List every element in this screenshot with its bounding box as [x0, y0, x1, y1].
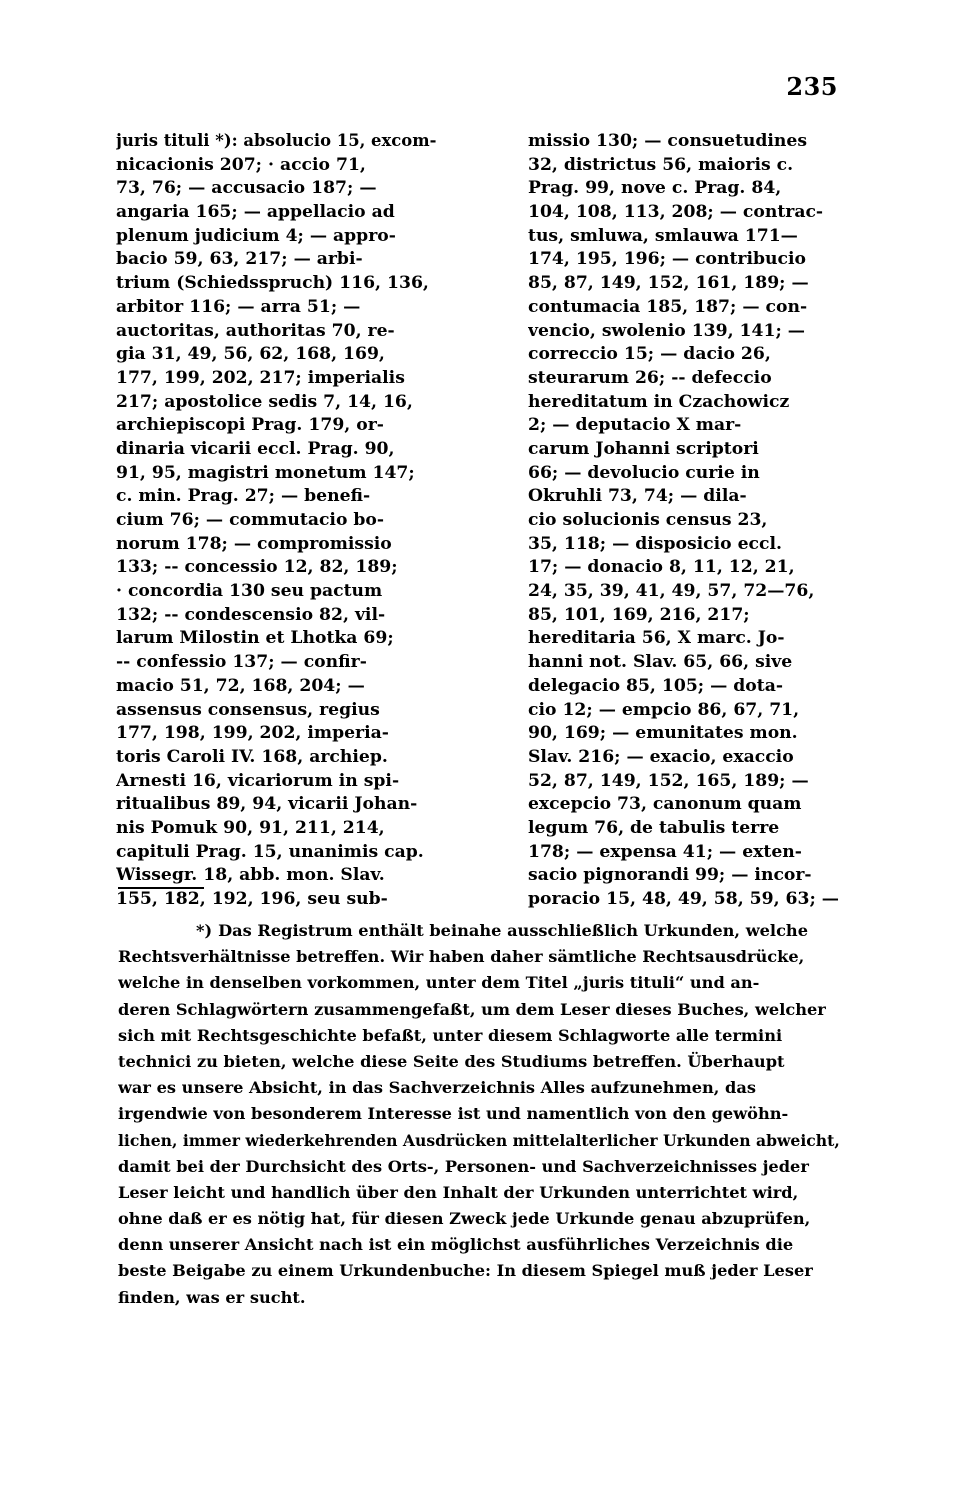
index-line: capituli Prag. 15, unanimis cap.	[116, 841, 424, 862]
index-line: 174, 195, 196; — contribucio	[528, 249, 806, 270]
index-line: macio 51, 72, 168, 204; —	[116, 675, 365, 696]
index-line: cio solucionis census 23,	[528, 510, 768, 530]
index-line: toris Caroli IV. 168, archiep.	[116, 746, 388, 767]
index-line: vencio, swolenio 139, 141; —	[528, 320, 805, 341]
index-line: sacio pignorandi 99; — incor-	[528, 865, 812, 886]
page-number: 235	[786, 72, 838, 101]
footnote-line: ohne daß er es nötig hat, für diesen Zweck jede Urkunde genau abzuprüfen,	[118, 1209, 811, 1229]
footnote-line: welche in denselben vorkommen, unter dem Titel „juris tituli“ und an-	[118, 973, 760, 993]
footnote-line: lichen, immer wiederkehrenden Ausdrücken mittelalterlicher Urkunden abweicht,	[118, 1130, 840, 1150]
index-line: hereditatum in Czachowicz	[528, 391, 790, 412]
index-line: auctoritas, authoritas 70, re-	[116, 320, 395, 341]
footnote-marker: *)	[196, 921, 213, 940]
index-line: legum 76, de tabulis terre	[528, 817, 780, 838]
index-line: 35, 118; — disposicio eccl.	[528, 533, 782, 554]
index-line: tus, smluwa, smlauwa 171—	[528, 225, 798, 246]
footnote-line: deren Schlagwörtern zusammengefaßt, um dem Leser dieses Buches, welcher	[118, 999, 826, 1019]
index-line: Okruhli 73, 74; — dila-	[528, 486, 747, 507]
index-line: 32, districtus 56, maioris c.	[528, 154, 794, 175]
index-line: cium 76; — commutacio bo-	[116, 510, 385, 530]
index-line: delegacio 85, 105; — dota-	[528, 675, 783, 696]
footnote-line	[118, 918, 846, 944]
index-column-right	[528, 130, 848, 912]
index-line: hereditaria 56, X marc. Jo-	[528, 628, 785, 649]
footnote-line: sich mit Rechtsgeschichte befaßt, unter diesem Schlagworte alle termini	[118, 1025, 783, 1045]
index-line: missio 130; — consuetudines	[528, 131, 808, 151]
index-line: 133; -- concessio 12, 82, 189;	[116, 557, 398, 578]
index-line: larum Milostin et Lhotka 69;	[116, 628, 394, 649]
index-line: arbitor 116; — arra 51; —	[116, 296, 361, 317]
index-line: cio 12; — empcio 86, 67, 71,	[528, 699, 800, 720]
footnote-line: denn unserer Ansicht nach ist ein möglichst ausführliches Verzeichnis die	[118, 1235, 794, 1255]
index-line: · concordia 130 seu pactum	[116, 581, 383, 602]
index-line: 90, 169; — emunitates mon.	[528, 723, 798, 744]
index-line: archiepiscopi Prag. 179, or-	[116, 415, 384, 436]
footnote-separator	[118, 887, 204, 889]
index-line: 132; -- condescensio 82, vil-	[116, 604, 386, 625]
index-line: 91, 95, magistri monetum 147;	[116, 462, 415, 483]
footnote-line: Leser leicht und handlich über den Inhalt der Urkunden unterrichtet wird,	[118, 1182, 799, 1202]
index-line: excepcio 73, canonum quam	[528, 794, 802, 815]
index-line: 85, 87, 149, 152, 161, 189; —	[528, 273, 809, 294]
index-line: nis Pomuk 90, 91, 211, 214,	[116, 817, 385, 838]
footnote-line: finden, was er sucht.	[118, 1287, 306, 1307]
index-line: angaria 165; — appellacio ad	[116, 202, 395, 223]
index-line: gia 31, 49, 56, 62, 168, 169,	[116, 344, 385, 365]
index-line: juris tituli *): absolucio 15, excom-	[116, 131, 436, 151]
index-line: Arnesti 16, vicariorum in spi-	[116, 770, 400, 791]
index-line: -- confessio 137; — confir-	[116, 652, 367, 673]
footnote-line: irgendwie von besonderem Interesse ist und namentlich von den gewöhn-	[118, 1104, 789, 1124]
footnote-line: beste Beigabe zu einem Urkundenbuche: In diesem Spiegel muß jeder Leser	[118, 1261, 813, 1281]
index-line: steurarum 26; -- defeccio	[528, 367, 772, 388]
index-line: 177, 198, 199, 202, imperia-	[116, 723, 389, 744]
index-line: Wissegr. 18, abb. mon. Slav.	[116, 865, 385, 886]
footnote-line: technici zu bieten, welche diese Seite des Studiums betreffen. Überhaupt	[118, 1051, 785, 1071]
index-line: hanni not. Slav. 65, 66, sive	[528, 652, 793, 673]
index-line: c. min. Prag. 27; — benefi-	[116, 486, 371, 507]
index-line: 17; — donacio 8, 11, 12, 21,	[528, 557, 795, 578]
footnote	[118, 918, 846, 1311]
index-line: poracio 15, 48, 49, 58, 59, 63; —	[528, 889, 839, 909]
index-line: 104, 108, 113, 208; — contrac-	[528, 202, 824, 223]
index-line: nicacionis 207; · accio 71,	[116, 154, 366, 175]
index-line: 2; — deputacio X mar-	[528, 415, 742, 436]
index-line: 52, 87, 149, 152, 165, 189; —	[528, 770, 809, 791]
index-line: dinaria vicarii eccl. Prag. 90,	[116, 438, 395, 459]
index-line: correccio 15; — dacio 26,	[528, 344, 771, 365]
index-line: trium (Schiedsspruch) 116, 136,	[116, 273, 429, 294]
index-line: 85, 101, 169, 216, 217;	[528, 604, 750, 625]
index-line: 155, 182, 192, 196, seu sub-	[116, 889, 388, 909]
footnote-line: Rechtsverhältnisse betreffen. Wir haben daher sämtliche Rechtsausdrücke,	[118, 947, 805, 967]
index-line: ritualibus 89, 94, vicarii Johan-	[116, 794, 418, 815]
index-line: 177, 199, 202, 217; imperialis	[116, 367, 405, 388]
index-line: Slav. 216; — exacio, exaccio	[528, 746, 794, 767]
index-line: plenum judicium 4; — appro-	[116, 225, 396, 246]
index-line: 66; — devolucio curie in	[528, 462, 760, 483]
index-line: norum 178; — compromissio	[116, 533, 392, 554]
index-line: 217; apostolice sedis 7, 14, 16,	[116, 391, 413, 412]
index-line: 178; — expensa 41; — exten-	[528, 841, 802, 862]
index-line: Prag. 99, nove c. Prag. 84,	[528, 178, 782, 199]
footnote-line: damit bei der Durchsicht des Orts-, Personen- und Sachverzeichnisses jeder	[118, 1156, 809, 1176]
index-line: assensus consensus, regius	[116, 699, 380, 720]
index-line: 73, 76; — accusacio 187; —	[116, 178, 377, 199]
index-line: contumacia 185, 187; — con-	[528, 296, 808, 317]
footnote-text: Das Registrum enthält beinahe ausschließlich Urkunden, welche	[218, 921, 808, 940]
index-line: bacio 59, 63, 217; — arbi-	[116, 249, 363, 270]
index-column-left	[116, 130, 436, 912]
index-line: carum Johanni scriptori	[528, 438, 759, 459]
index-line: 24, 35, 39, 41, 49, 57, 72—76,	[528, 581, 815, 602]
footnote-line: war es unsere Absicht, in das Sachverzeichnis Alles aufzunehmen, das	[118, 1078, 756, 1098]
